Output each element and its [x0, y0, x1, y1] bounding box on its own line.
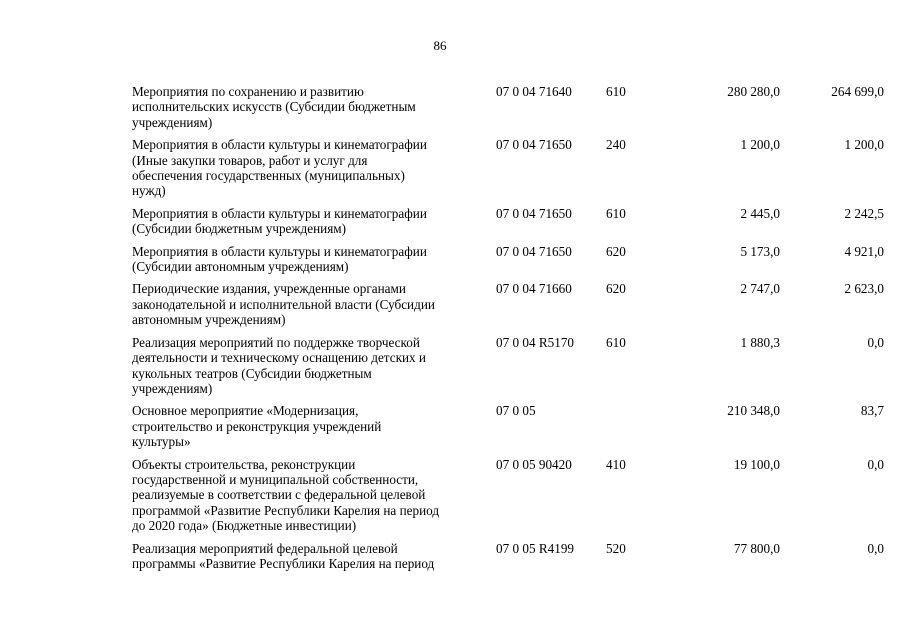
row-sum-planned: 2 445,0 — [740, 205, 780, 221]
row-name: Мероприятия по сохранению и развитию исполнительских искусств (Субсидии бюджетным учреждениям) — [132, 84, 416, 130]
row-sum-planned: 1 880,3 — [740, 334, 780, 350]
row-expense-type: 410 — [606, 456, 626, 472]
row-name: Реализация мероприятий федеральной целевой программы «Развитие Республики Карелия на период — [132, 540, 435, 571]
row-expense-type: 620 — [606, 281, 626, 297]
row-name: Мероприятия в области культуры и кинематографии (Иные закупки товаров, работ и услуг для обеспечения государственных (муниципальных) нужд) — [132, 137, 427, 199]
row-code: 07 0 04 71650 — [496, 243, 572, 259]
table-row — [132, 457, 884, 534]
row-sum-executed: 0,0 — [867, 540, 884, 556]
row-sum-executed: 0,0 — [867, 334, 884, 350]
row-code: 07 0 04 71650 — [496, 205, 572, 221]
table-row — [132, 335, 884, 397]
row-sum-executed: 0,0 — [867, 456, 884, 472]
table-row — [132, 244, 884, 275]
page-number: 86 — [433, 38, 447, 53]
row-sum-planned: 5 173,0 — [740, 243, 780, 259]
row-sum-planned: 1 200,0 — [740, 137, 780, 153]
row-sum-planned: 280 280,0 — [727, 84, 780, 99]
row-sum-executed: 1 200,0 — [844, 137, 884, 153]
table-row — [132, 137, 884, 199]
row-sum-executed: 4 921,0 — [844, 243, 884, 259]
row-name: Объекты строительства, реконструкции государственной и муниципальной собственности, реализуемые в соответствии с федеральной целевой программой «Развитие Республики Карелия на период до 2020 года» (Бюджетные инвестиции) — [132, 456, 440, 534]
row-name: Реализация мероприятий по поддержке творческой деятельности и техническому оснащению детских и кукольных театров (Субсидии бюджетным учреждениям) — [132, 334, 426, 396]
row-sum-executed: 2 623,0 — [844, 281, 884, 297]
row-code: 07 0 04 71660 — [496, 281, 572, 297]
row-expense-type: 610 — [606, 205, 626, 221]
row-code: 07 0 04 71650 — [496, 137, 572, 153]
row-expense-type: 240 — [606, 137, 626, 153]
table-row — [132, 541, 884, 572]
row-code: 07 0 05 — [496, 403, 536, 419]
row-name: Мероприятия в области культуры и кинематографии (Субсидии бюджетным учреждениям) — [132, 205, 427, 237]
row-name: Периодические издания, учрежденные органами законодательной и исполнительной власти (Субсидии автономным учреждениям) — [132, 281, 435, 328]
row-sum-planned: 19 100,0 — [733, 456, 780, 472]
budget-table — [132, 84, 884, 578]
table-row — [132, 281, 884, 327]
row-code: 07 0 05 90420 — [496, 456, 572, 472]
row-sum-planned: 77 800,0 — [733, 540, 780, 556]
row-expense-type: 520 — [606, 540, 626, 556]
row-sum-executed: 2 242,5 — [844, 205, 884, 221]
row-sum-planned: 210 348,0 — [727, 403, 780, 419]
row-code: 07 0 04 71640 — [496, 84, 572, 99]
row-sum-executed: 264 699,0 — [831, 84, 884, 99]
row-expense-type: 610 — [606, 84, 626, 99]
row-expense-type: 610 — [606, 334, 626, 350]
table-row — [132, 206, 884, 237]
row-code: 07 0 05 R4199 — [496, 540, 575, 556]
row-sum-planned: 2 747,0 — [740, 281, 780, 297]
row-name: Мероприятия в области культуры и кинематографии (Субсидии автономным учреждениям) — [132, 243, 427, 275]
table-row — [132, 84, 884, 130]
table-row — [132, 403, 884, 449]
row-name: Основное мероприятие «Модернизация, строительство и реконструкция учреждений культуры» — [132, 403, 382, 450]
row-expense-type: 620 — [606, 243, 626, 259]
row-sum-executed: 83,7 — [860, 403, 884, 419]
row-code: 07 0 04 R5170 — [496, 334, 575, 350]
